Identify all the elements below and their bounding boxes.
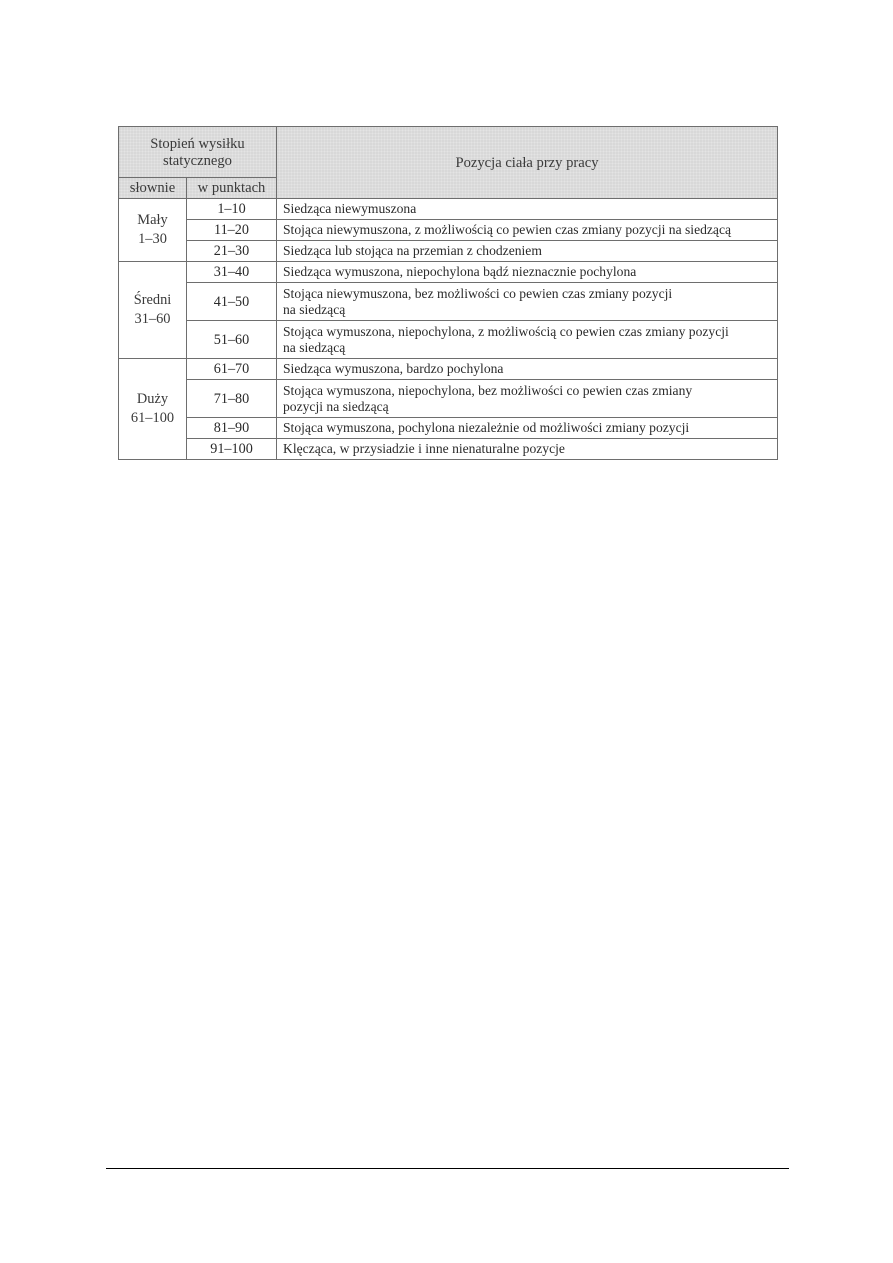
group-name: Mały [137,212,168,228]
degree-header [119,127,277,178]
position-line-1: Stojąca wymuszona, niepochylona, bez możliwości co pewien czas zmiany [283,382,693,398]
position-line-1: Stojąca niewymuszona, bez możliwości co pewien czas zmiany pozycji [283,285,673,301]
position-cell: Stojąca wymuszona, pochylona niezależnie od możliwości zmiany pozycji [277,418,778,439]
table-row [119,418,778,439]
points-cell: 81–90 [187,418,277,439]
table-row [119,321,778,359]
position-cell: Siedząca wymuszona, niepochylona bądź nieznacznie pochylona [277,262,778,283]
table-row [119,262,778,283]
table-row [119,439,778,460]
points-cell: 31–40 [187,262,277,283]
group-label-duzy [119,359,187,460]
group-range: 1–30 [138,231,167,247]
points-cell: 91–100 [187,439,277,460]
position-cell: Siedząca niewymuszona [277,199,778,220]
points-cell: 1–10 [187,199,277,220]
position-cell [277,283,778,321]
group-name: Średni [133,292,172,308]
table-header [119,127,778,199]
group-range: 31–60 [134,311,171,327]
table-body [119,199,778,460]
degree-header-line-2: statycznego [163,153,232,169]
points-cell: 61–70 [187,359,277,380]
verbal-header: słownie [119,178,187,199]
table-row [119,199,778,220]
table-row [119,220,778,241]
group-label-maly [119,199,187,262]
position-line-1: Stojąca wymuszona, niepochylona, z możliwością co pewien czas zmiany pozycji [283,323,729,339]
group-label-sredni [119,262,187,359]
group-name: Duży [136,391,169,407]
position-line-2: na siedzącą [283,301,346,317]
points-cell: 71–80 [187,380,277,418]
group-range: 61–100 [130,410,175,426]
position-cell: Klęcząca, w przysiadzie i inne nienaturalne pozycje [277,439,778,460]
position-cell [277,321,778,359]
position-line-2: na siedzącą [283,339,346,355]
static-effort-table [118,126,778,460]
position-cell [277,380,778,418]
position-header: Pozycja ciała przy pracy [277,127,778,199]
position-line-2: pozycji na siedzącą [283,398,389,414]
position-cell: Stojąca niewymuszona, z możliwością co pewien czas zmiany pozycji na siedzącą [277,220,778,241]
points-header: w punktach [187,178,277,199]
table-row [119,283,778,321]
points-cell: 41–50 [187,283,277,321]
points-cell: 21–30 [187,241,277,262]
degree-header-line-1: Stopień wysiłku [150,136,245,152]
points-cell: 11–20 [187,220,277,241]
footer-divider-line [106,1168,789,1169]
table-row [119,380,778,418]
position-cell: Siedząca wymuszona, bardzo pochylona [277,359,778,380]
table-row [119,241,778,262]
position-cell: Siedząca lub stojąca na przemian z chodzeniem [277,241,778,262]
table-row [119,359,778,380]
points-cell: 51–60 [187,321,277,359]
